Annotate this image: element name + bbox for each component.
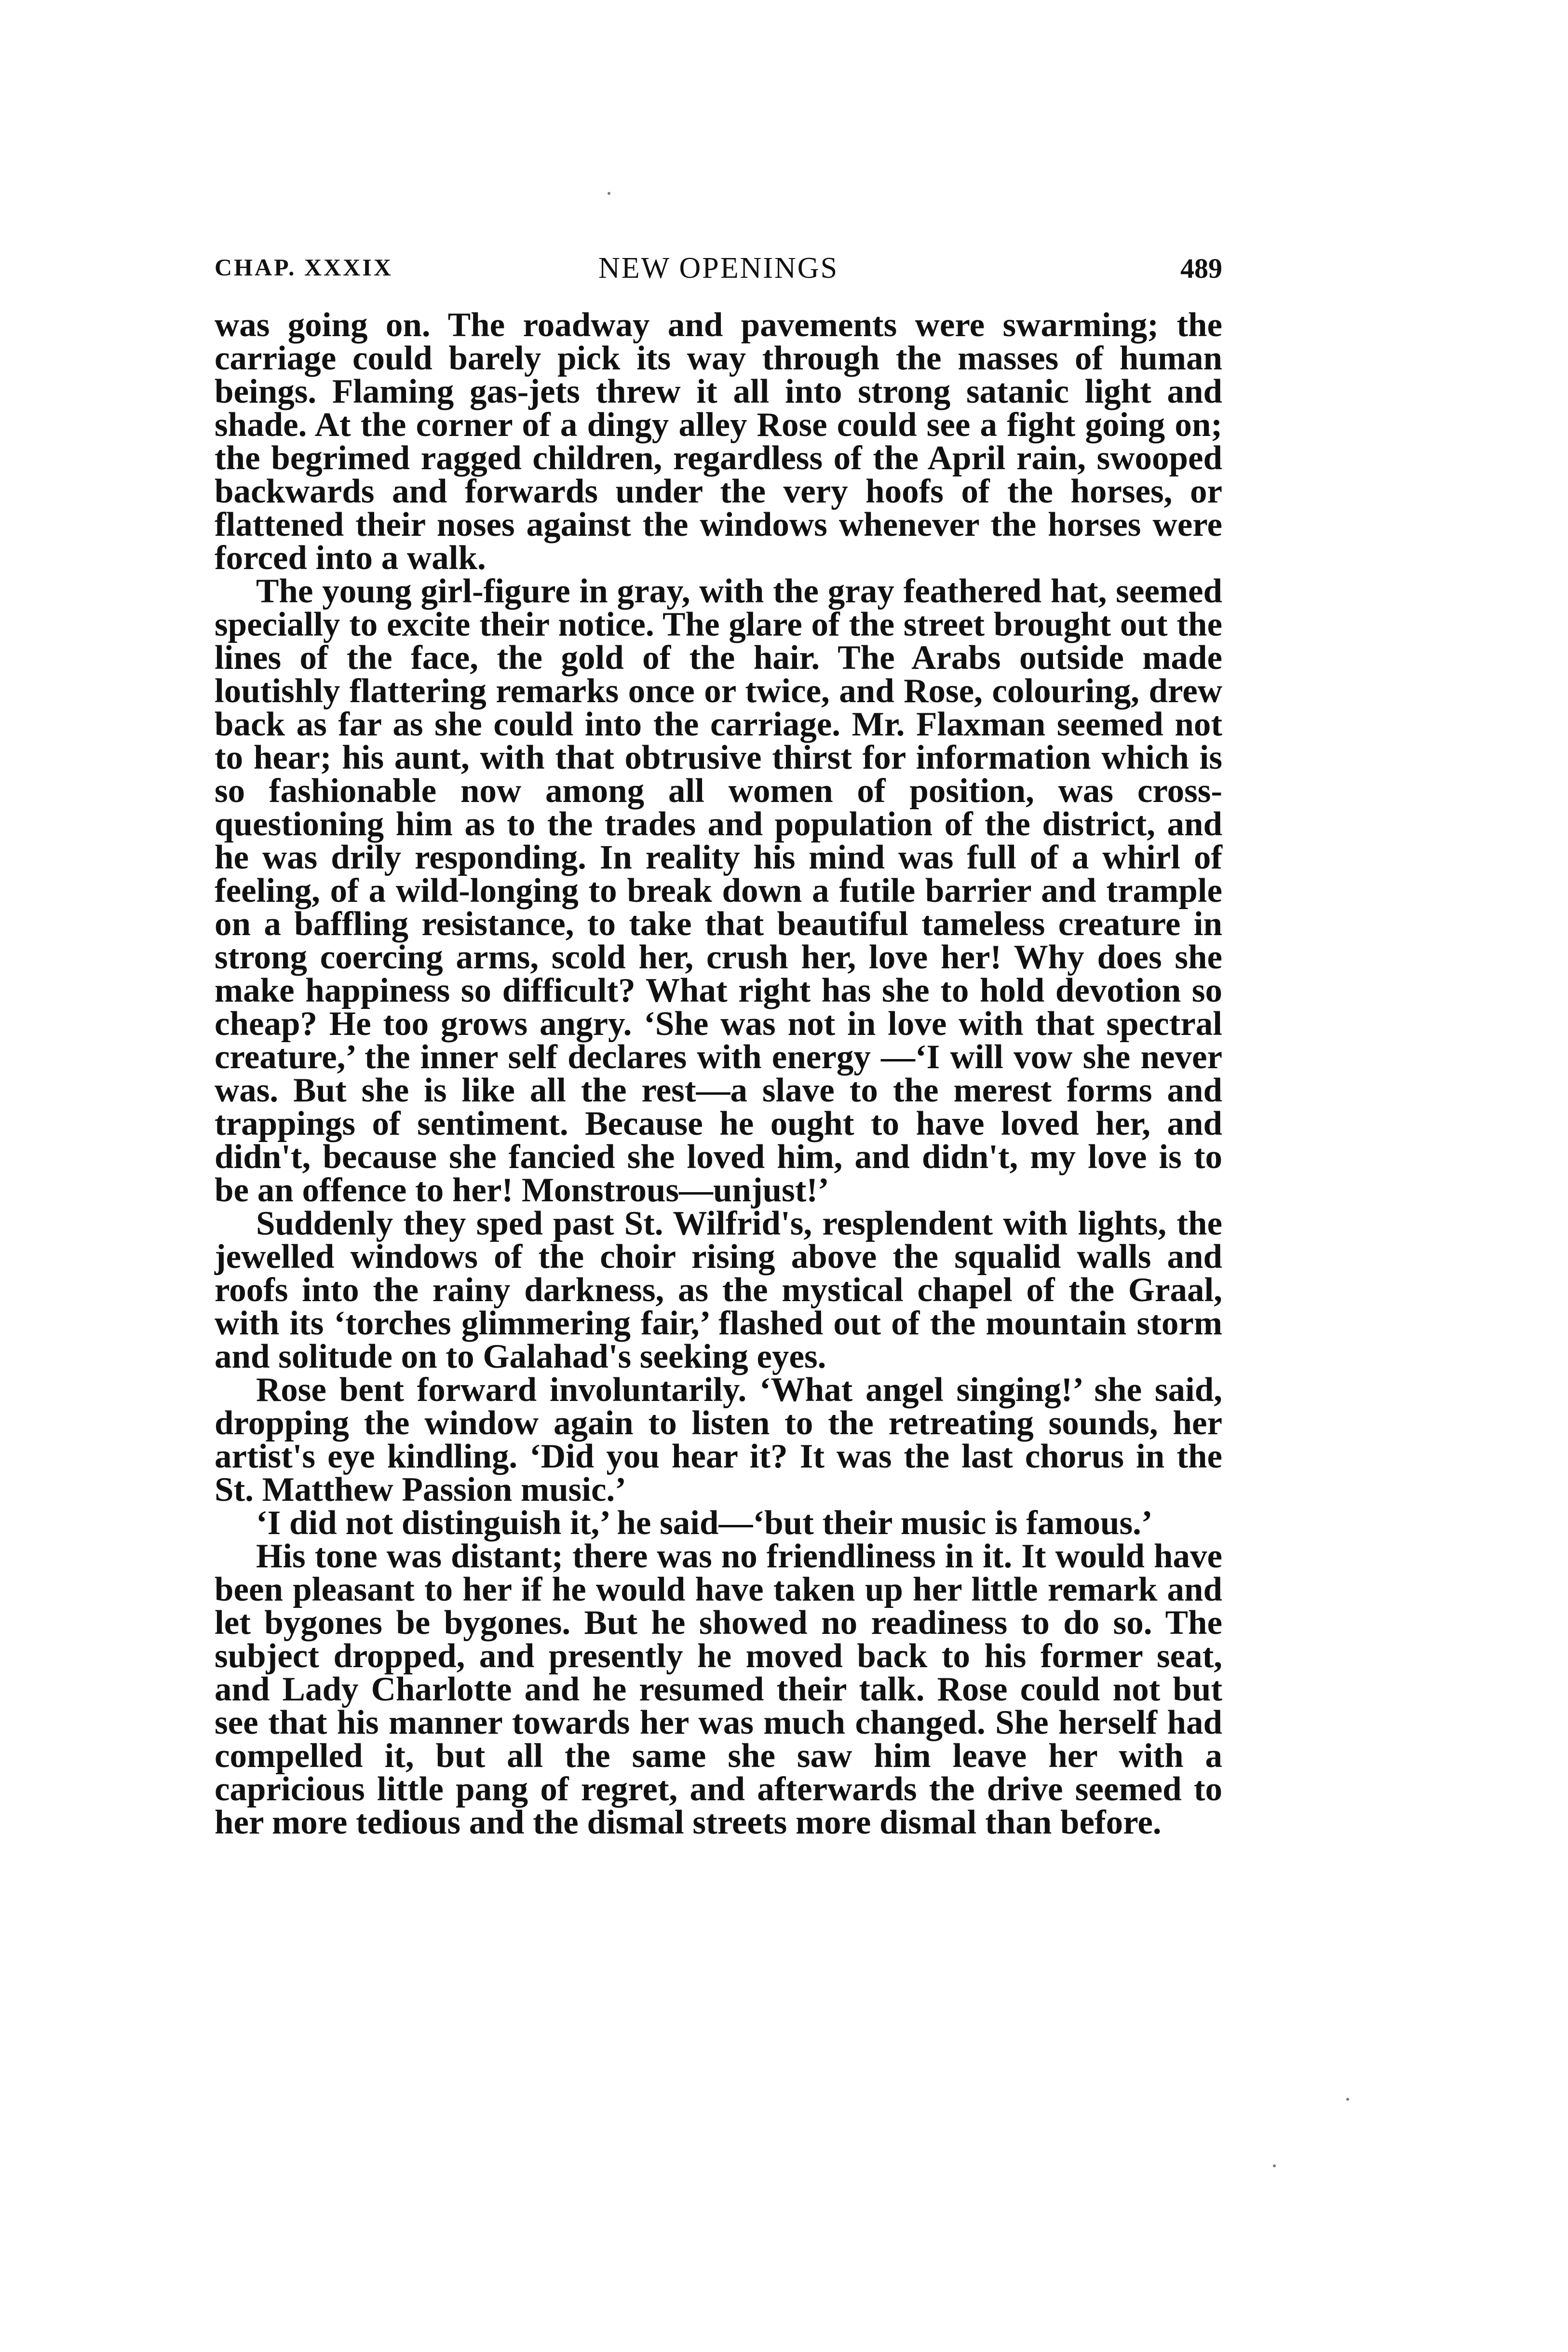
paragraph-1: was going on. The roadway and pavements were swarming; the carriage could barely pick its way through the masses of human beings. Flaming gas-jets threw it all into strong satanic light and shade. At the corner of a dingy alley Rose could see a fight going on; the begrimed ragged children, regardless of the April rain, swooped backwards and forwards under the very hoofs of the horses, or flattened their noses against the windows whenever the horses were forced into a walk.	[215, 306, 1222, 577]
paragraph-4: Rose bent forward involuntarily. ‘What angel singing!’ she said, dropping the window again to listen to the retreating sounds, her artist's eye kindling. ‘Did you hear it? It was the last chorus in the St. Matthew Passion music.’	[215, 1371, 1222, 1509]
scan-speck-top	[608, 192, 610, 195]
chapter-label: CHAP. XXXIX	[215, 254, 393, 281]
running-title: NEW OPENINGS	[598, 252, 839, 285]
page-number: 489	[1180, 253, 1222, 284]
scan-speck-right-2	[1273, 2164, 1276, 2167]
paragraph-5: ‘I did not distinguish it,’ he said—‘but their music is famous.’	[256, 1504, 1153, 1542]
paragraph-3: Suddenly they sped past St. Wilfrid's, resplendent with lights, the jewelled windows of the choir rising above the squalid walls and roofs into the rainy darkness, as the mystical chapel of the Graal, with its ‘torches glimmering fair,’ flashed out of the mountain storm and solitude on to Galahad's seeking eyes.	[215, 1205, 1222, 1375]
body-text	[215, 306, 1222, 1841]
running-header	[215, 253, 1222, 292]
paragraph-6: His tone was distant; there was no friendliness in it. It would have been pleasant to her if he would have taken up her little remark and let bygones be bygones. But he showed no readiness to do so. The subject dropped, and presently he moved back to his former seat, and Lady Charlotte and he resumed their talk. Rose could not but see that his manner towards her was much changed. She herself had compelled it, but all the same she saw him leave her with a capricious little pang of regret, and afterwards the drive seemed to her more tedious and the dismal streets more dismal than before.	[215, 1537, 1222, 1841]
scan-speck-right-1	[1346, 2098, 1349, 2101]
paragraph-2: The young girl-figure in gray, with the gray feathered hat, seemed specially to excite their notice. The glare of the street brought out the lines of the face, the gold of the hair. The Arabs outside made loutishly flattering remarks once or twice, and Rose, colouring, drew back as far as she could into the carriage. Mr. Flaxman seemed not to hear; his aunt, with that obtrusive thirst for information which is so fashionable now among all women of position, was cross-questioning him as to the trades and population of the district, and he was drily responding. In reality his mind was full of a whirl of feeling, of a wild-longing to break down a futile barrier and trample on a baffling resistance, to take that beautiful tameless creature in strong coercing arms, scold her, crush her, love her! Why does she make happiness so difficult? What right has she to hold devotion so cheap? He too grows angry. ‘She was not in love with that spectral creature,’ the inner self declares with energy —‘I will vow she never was. But she is like all the rest—a slave to the merest forms and trappings of sentiment. Because he ought to have loved her, and didn't, because she fancied she loved him, and didn't, my love is to be an offence to her! Monstrous—unjust!’	[215, 572, 1222, 1209]
